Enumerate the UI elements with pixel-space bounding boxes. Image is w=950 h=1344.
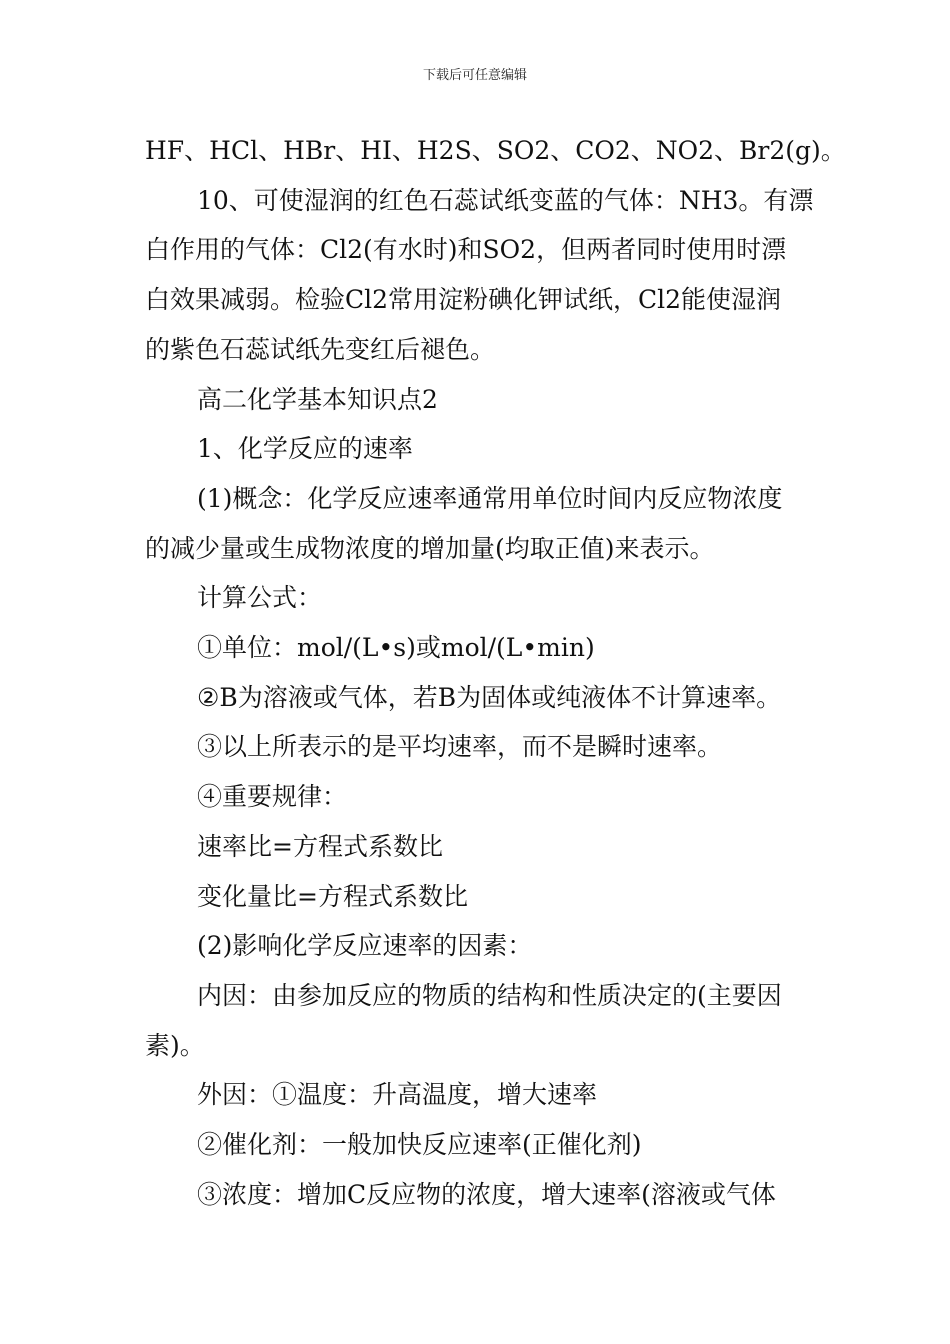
list-item: ②B为溶液或气体，若B为固体或纯液体不计算速率。 — [197, 682, 782, 712]
subsection-heading: 1、化学反应的速率 — [197, 434, 413, 464]
text-line: (1)概念：化学反应速率通常用单位时间内反应物浓度 — [197, 483, 783, 513]
text-line: 变化量比=方程式系数比 — [197, 881, 468, 911]
text-line: 速率比=方程式系数比 — [197, 831, 443, 861]
text-line: (2)影响化学反应速率的因素： — [197, 931, 533, 961]
list-item: ③浓度：增加C反应物的浓度，增大速率(溶液或气体 — [197, 1179, 776, 1209]
page-header: 下载后可任意编辑 — [422, 68, 527, 83]
text-line: 白效果减弱。检验Cl2常用淀粉碘化钾试纸，Cl2能使湿润 — [145, 285, 782, 315]
text-line: 计算公式： — [197, 583, 323, 613]
text-line: HF、HCl、HBr、HI、H2S、SO2、CO2、NO2、Br2(g)。 — [145, 136, 846, 165]
document-body — [145, 126, 846, 1219]
text-line: 白作用的气体：Cl2(有水时)和SO2，但两者同时使用时漂 — [145, 235, 787, 265]
text-line: 的紫色石蕊试纸先变红后褪色。 — [145, 334, 496, 364]
text-line: 10、可使湿润的红色石蕊试纸变蓝的气体：NH3。有漂 — [197, 185, 814, 215]
text-line: 的减少量或生成物浓度的增加量(均取正值)来表示。 — [145, 533, 715, 563]
list-item: ②催化剂：一般加快反应速率(正催化剂) — [197, 1130, 642, 1160]
text-line: 外因：①温度：升高温度，增大速率 — [197, 1080, 598, 1110]
list-item: ①单位：mol/(L•s)或mol/(L•min) — [197, 633, 595, 663]
section-heading: 高二化学基本知识点2 — [197, 384, 438, 414]
text-line: 素)。 — [145, 1030, 205, 1060]
list-item: ③以上所表示的是平均速率，而不是瞬时速率。 — [197, 732, 723, 762]
text-line: 内因：由参加反应的物质的结构和性质决定的(主要因 — [197, 980, 782, 1010]
list-item: ④重要规律： — [197, 782, 348, 812]
